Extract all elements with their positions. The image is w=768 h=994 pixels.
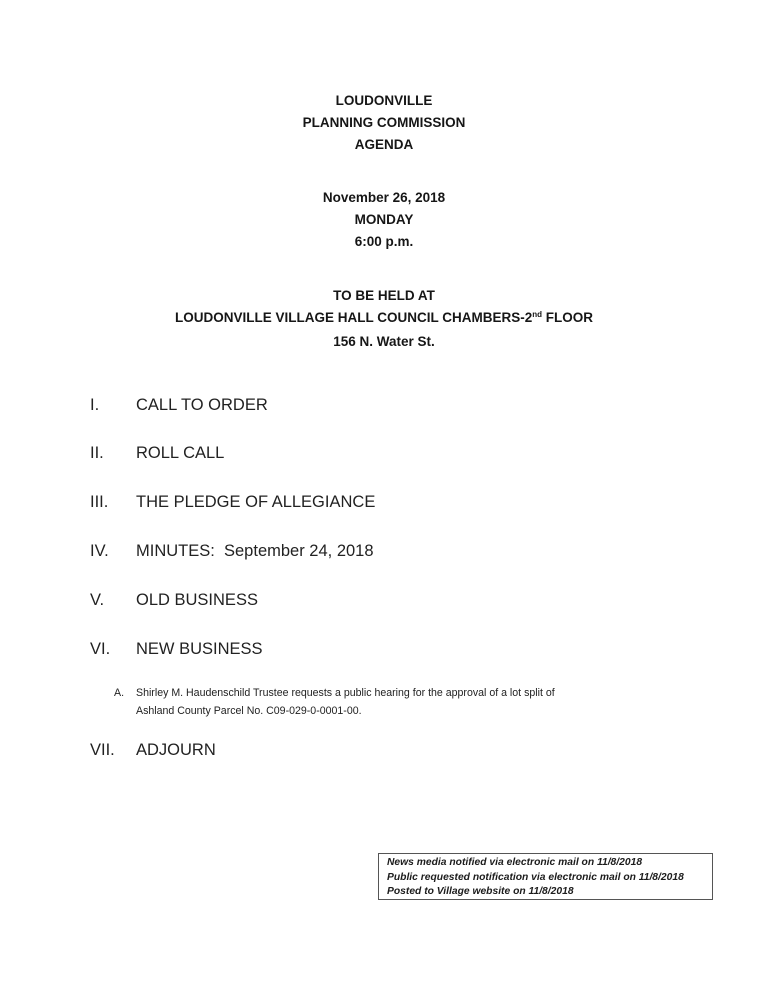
meeting-day: MONDAY	[354, 212, 414, 227]
agenda-item-label: OLD BUSINESS	[136, 591, 258, 609]
header-title-block	[0, 90, 768, 156]
agenda-item-label: ROLL CALL	[136, 444, 225, 462]
meeting-location-block	[0, 285, 768, 353]
agenda-item-old-business	[0, 591, 768, 615]
subitem-letter: A.	[114, 687, 125, 699]
notification-notice-box	[378, 853, 713, 900]
meeting-date: November 26, 2018	[322, 190, 446, 205]
agenda-item-new-business	[0, 640, 768, 664]
agenda-item-roll-call	[0, 444, 768, 468]
agenda-item-label: MINUTES: September 24, 2018	[136, 542, 374, 560]
meeting-time: 6:00 p.m.	[354, 234, 414, 249]
meeting-datetime-block	[0, 187, 768, 253]
location-venue-suffix: FLOOR	[542, 310, 594, 325]
subitem-text	[136, 684, 656, 720]
agenda-item-label: CALL TO ORDER	[136, 396, 268, 414]
agenda-item-number: III.	[90, 493, 109, 511]
location-ordinal: nd	[532, 310, 543, 319]
location-venue-prefix: LOUDONVILLE VILLAGE HALL COUNCIL CHAMBERS-2	[174, 310, 533, 325]
notice-line-public-requested: Public requested notification via electronic mail on 11/8/2018	[387, 871, 684, 883]
subitem-text-line: Ashland County Parcel No. C09-029-0-0001-00.	[136, 705, 362, 717]
agenda-item-number: VII.	[90, 741, 115, 759]
agenda-item-number: II.	[90, 444, 104, 462]
notice-line-news-media: News media notified via electronic mail on 11/8/2018	[387, 857, 643, 868]
subitem-text-line: Shirley M. Haudenschild Trustee requests a public hearing for the approval of a lot split of	[136, 687, 555, 699]
location-address: 156 N. Water St.	[333, 334, 435, 349]
location-intro: TO BE HELD AT	[333, 288, 435, 303]
agenda-item-adjourn	[0, 741, 768, 765]
agenda-item-number: IV.	[90, 542, 109, 560]
location-venue	[0, 307, 768, 331]
agenda-item-number: VI.	[90, 640, 111, 658]
agenda-item-label: THE PLEDGE OF ALLEGIANCE	[136, 493, 376, 511]
header-doc-type: AGENDA	[354, 137, 414, 152]
agenda-item-label: ADJOURN	[136, 741, 216, 759]
agenda-item-pledge	[0, 493, 768, 517]
agenda-item-number: I.	[90, 396, 100, 414]
agenda-item-label: NEW BUSINESS	[136, 640, 263, 658]
agenda-item-minutes	[0, 542, 768, 566]
agenda-item-number: V.	[90, 591, 105, 609]
agenda-item-call-to-order	[0, 396, 768, 420]
header-commission: PLANNING COMMISSION	[302, 115, 466, 130]
header-org-name: LOUDONVILLE	[335, 93, 433, 108]
notice-line-website: Posted to Village website on 11/8/2018	[387, 886, 574, 897]
